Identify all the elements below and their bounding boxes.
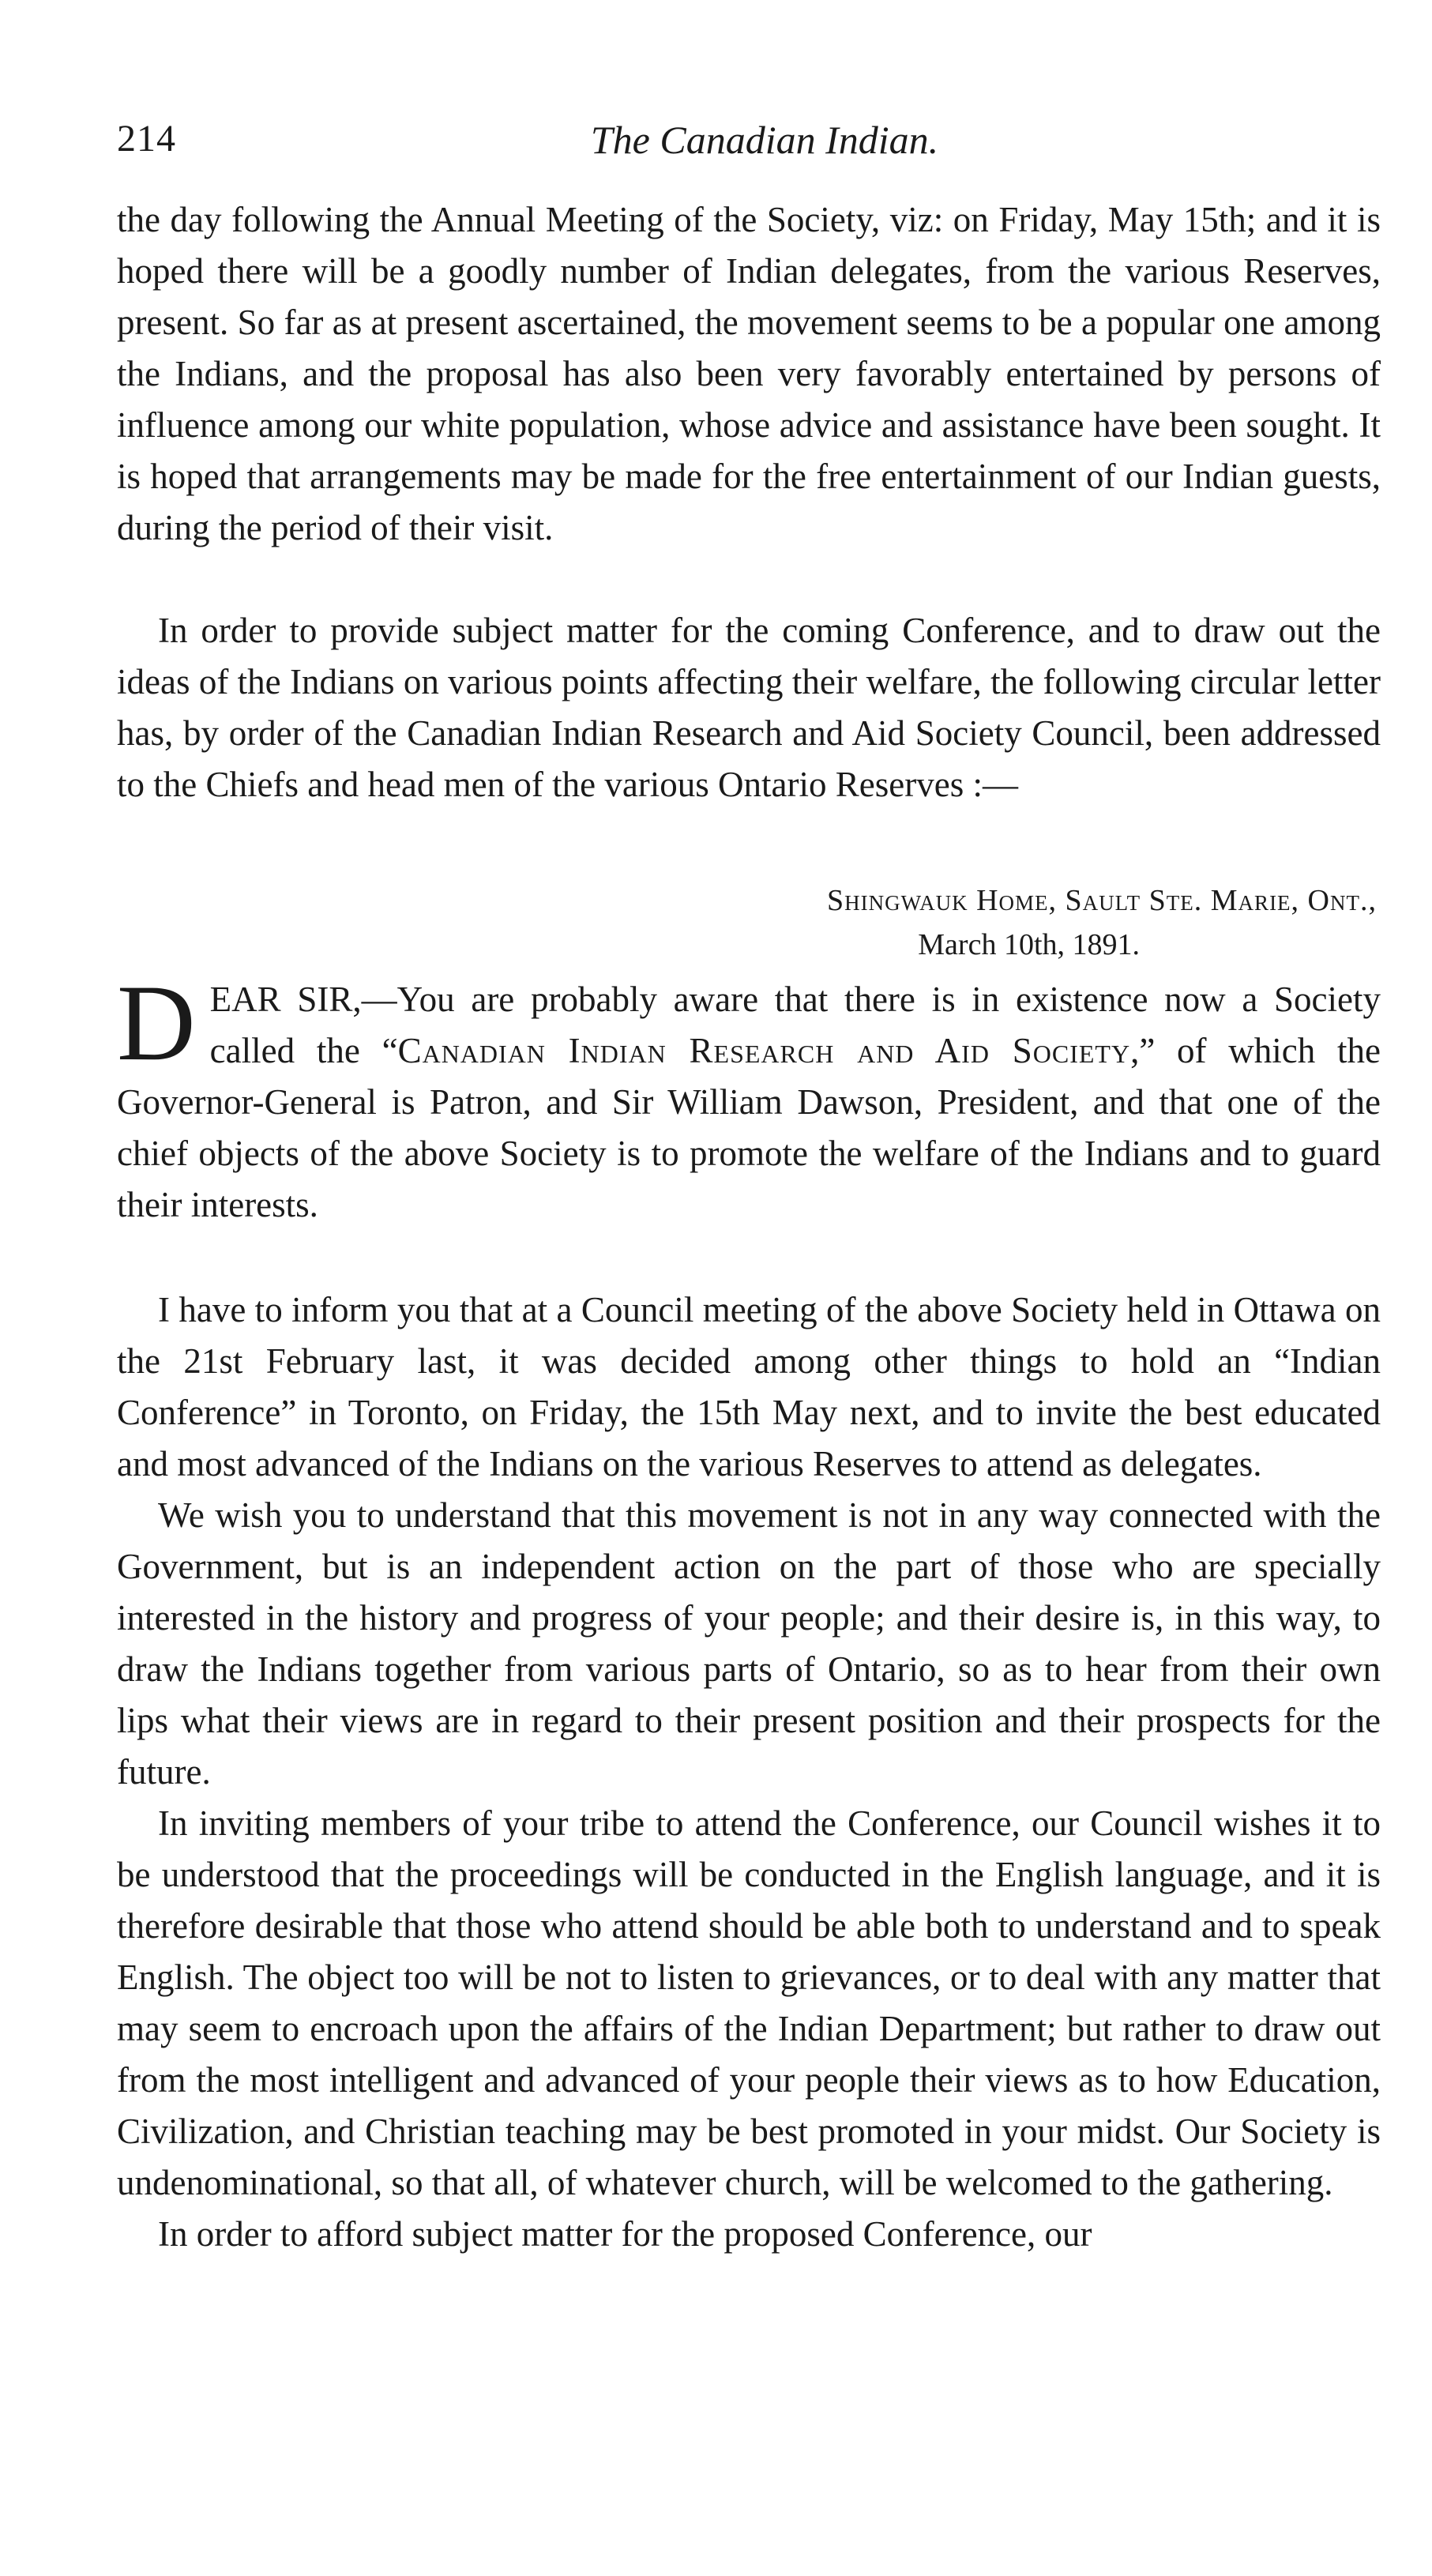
page-number: 214 [117,118,176,160]
letter-dateline-date: March 10th, 1891. [918,928,1140,961]
letter-dateline-place: Shingwauk Home, Sault Ste. Marie, Ont., [826,884,1377,917]
letter-paragraph-subject-matter: In order to afford subject matter for the proposed Conference, our [158,2214,1092,2254]
intro-paragraph-block [117,194,1381,554]
page-header [117,117,1381,180]
letter-paragraph-council: I have to inform you that at a Council meeting of the above Society held in Ottawa on the 21st February last, it was decided among other things to hold an “Indian Conference” in Toronto, on Friday, the 15th May next, and to invite the best educated and most advanced of the Indians on the various Reserves to attend as delegates. [117,1290,1381,1484]
paragraph-circular-intro: In order to provide subject matter for the coming Conference, and to draw out the ideas of the Indians on various points affecting their welfare, the following circular letter has, by order of the Canadian Indian Research and Aid Society Council, been addressed to the Chiefs and head men of the various Ontario Reserves :— [117,611,1381,804]
circular-intro-block [117,605,1381,810]
society-name: Canadian Indian Research and Aid Society [397,1031,1131,1070]
drop-cap: D [117,962,196,1083]
salutation-text: EAR SIR,—You are probably aware that there is in existence now a Society called the “ [209,980,1381,1070]
salutation-continued: ,” of which the Governor-General is Patron, and Sir William Dawson, President, and that one of the chief objects of the above Society is to promote the welfare of the Indians and to guard their interests. [117,1031,1381,1224]
letter-body-block [117,1284,1381,2260]
letter-opening-block [117,962,1381,1231]
letter-paragraph-language: In inviting members of your tribe to attend the Conference, our Council wishes it to be understood that the proceedings will be conducted in the English language, and it is therefore desirable that those who attend should be able both to understand and to speak English. The object too will be not to listen to grievances, or to deal with any matter that may seem to encroach upon the affairs of the Indian Department; but rather to draw out from the most intelligent and advanced of your people their views as to how Education, Civilization, and Christian teaching may be best promoted in your midst. Our Society is undenominational, so that all, of whatever church, will be welcomed to the gathering. [117,1803,1381,2202]
running-head: The Canadian Indian. [590,118,939,162]
letter-salutation-paragraph [117,962,1381,1231]
paragraph-continued: the day following the Annual Meeting of the Society, viz: on Friday, May 15th; and it is hoped there will be a goodly number of Indian delegates, from the various Reserves, present. So far as at present ascertained, the movement seems to be a popular one among the Indians, and the proposal has also been very favorably entertained by persons of influence among our white population, whose advice and assistance have been sought. It is hoped that arrangements may be made for the free entertainment of our Indian guests, during the period of their visit. [117,200,1381,547]
letter-paragraph-government: We wish you to understand that this movement is not in any way connected with the Government, but is an independent action on the part of those who are specially interested in the history and progress of your people; and their desire is, in this way, to draw the Indians together from various parts of Ontario, so as to hear from their own lips what their views are in regard to their present position and their prospects for the future. [117,1495,1381,1792]
